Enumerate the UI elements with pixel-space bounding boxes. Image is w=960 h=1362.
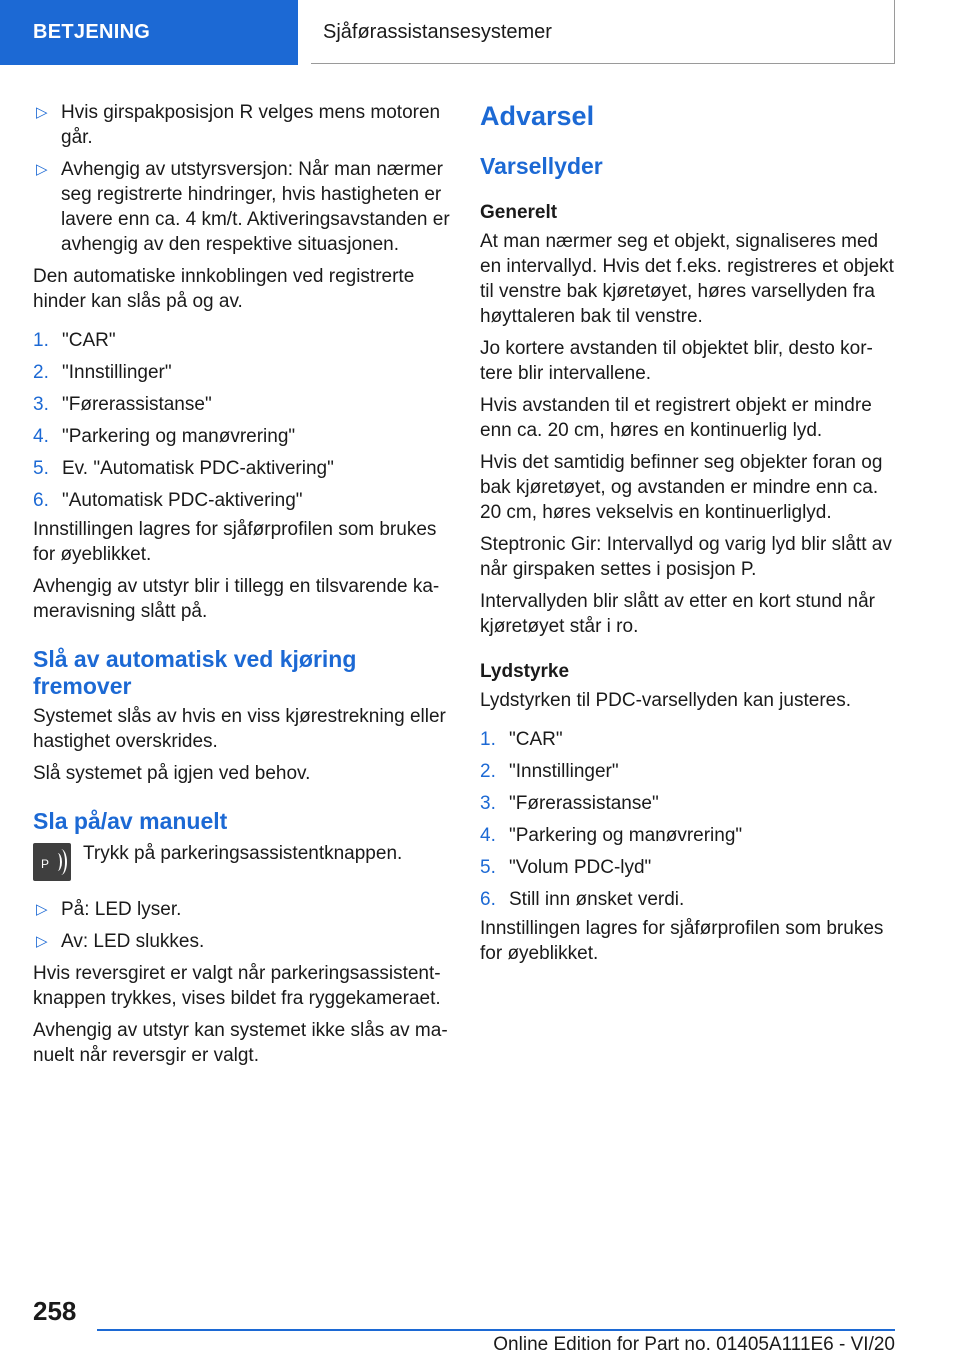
list-item: 2. "Innstillinger" [480, 761, 619, 782]
page-title: Advarsel [480, 101, 595, 131]
paragraph: Systemet slås av hvis en viss kjørestrekning eller hastighet overskrides. [33, 706, 446, 752]
left-column [33, 100, 451, 1075]
subheading: Lydstyrke [480, 661, 570, 682]
list-item: 3. "Førerassistanse" [480, 793, 659, 814]
subsection-heading: Varsellyder [480, 153, 603, 179]
list-item: 4. "Parkering og manøvrering" [33, 426, 296, 447]
section-tab: BETJENING [0, 0, 298, 65]
list-item: ▷ Avhengig av utstyrsversjon: Når man nærmer seg registrerte hindringer, hvis hastigheten er lavere enn ca. 4 km/t. Aktiveringsavstanden er avhengig av den respektive situasjonen. [36, 159, 450, 255]
list-item: ▷ Av: LED slukkes. [36, 931, 205, 952]
triangle-bullet-icon: ▷ [36, 161, 48, 178]
steps-list [480, 727, 898, 916]
list-item: 6. "Automatisk PDC-aktivering" [33, 490, 303, 511]
list-item: 5. "Volum PDC-lyd" [480, 857, 652, 878]
paragraph: Jo kortere avstanden til objektet blir, desto kor-tere blir intervallene. [480, 338, 873, 384]
paragraph: Steptronic Gir: Intervallyd og varig lyd blir slått av når girspaken settes i posisjon P. [480, 534, 892, 580]
list-item: 5. Ev. "Automatisk PDC-aktivering" [33, 458, 334, 479]
list-item: 1. "CAR" [33, 330, 116, 351]
edition-footer: Online Edition for Part no. 01405A111E6 - VI/20 [493, 1334, 895, 1355]
paragraph: Den automatiske innkoblingen ved registrerte hinder kan slås på og av. [33, 266, 415, 312]
paragraph: Avhengig av utstyr kan systemet ikke slås av ma-nuelt når reversgir er valgt. [33, 1020, 448, 1066]
parking-assistant-button-icon: P [33, 843, 71, 881]
footer-divider [97, 1329, 895, 1331]
section-heading: Sla på/av manuelt [33, 808, 228, 834]
list-item: 2. "Innstillinger" [33, 362, 172, 383]
paragraph: Innstillingen lagres for sjåførprofilen som brukes for øyeblikket. [480, 918, 884, 964]
subheading: Generelt [480, 202, 558, 223]
page-number: 258 [33, 1296, 77, 1326]
paragraph: Innstillingen lagres for sjåførprofilen som brukes for øyeblikket. [33, 519, 437, 565]
steps-list [33, 328, 451, 517]
paragraph: Hvis reversgiret er valgt når parkeringsassistent-knappen trykkes, vises bildet fra ryggekameraet. [33, 963, 441, 1009]
paragraph: Hvis avstanden til et registrert objekt er mindre enn ca. 20 cm, høres en kontinuerlig lyd. [480, 395, 872, 441]
paragraph: Hvis det samtidig befinner seg objekter foran og bak kjøretøyet, og avstanden er mindre enn ca. 20 cm, høres vekselvis en kontinuerliglyd. [480, 452, 883, 523]
paragraph: Lydstyrken til PDC-varsellyden kan justeres. [480, 690, 851, 711]
list-item: 1. "CAR" [480, 729, 563, 750]
section-heading: Slå av automatisk ved kjøring fremover [33, 646, 357, 699]
list-item: ▷ Hvis girspakposisjon R velges mens motoren går. [36, 102, 441, 148]
triangle-bullet-icon: ▷ [36, 104, 48, 121]
icon-instruction: P Trykk på parkeringsassistentknappen. [33, 841, 451, 883]
paragraph: Intervallyden blir slått av etter en kort stund når kjøretøyet står i ro. [480, 591, 875, 637]
list-item: 3. "Førerassistanse" [33, 394, 212, 415]
topic-header: Sjåførassistansesystemer [311, 0, 895, 64]
paragraph: At man nærmer seg et objekt, signaliseres med en intervallyd. Hvis det f.eks. registreres et objekt til venstre bak kjøretøyet, høres varsellyden fra høyttaleren bak til venstre. [480, 231, 894, 327]
paragraph: Slå systemet på igjen ved behov. [33, 763, 311, 784]
list-item: 6. Still inn ønsket verdi. [480, 889, 685, 910]
triangle-bullet-icon: ▷ [36, 933, 48, 950]
list-item: 4. "Parkering og manøvrering" [480, 825, 743, 846]
paragraph: Avhengig av utstyr blir i tillegg en tilsvarende ka-meravisning slått på. [33, 576, 440, 622]
right-column [480, 100, 898, 973]
list-item: ▷ På: LED lyser. [36, 899, 182, 920]
triangle-bullet-icon: ▷ [36, 901, 48, 918]
